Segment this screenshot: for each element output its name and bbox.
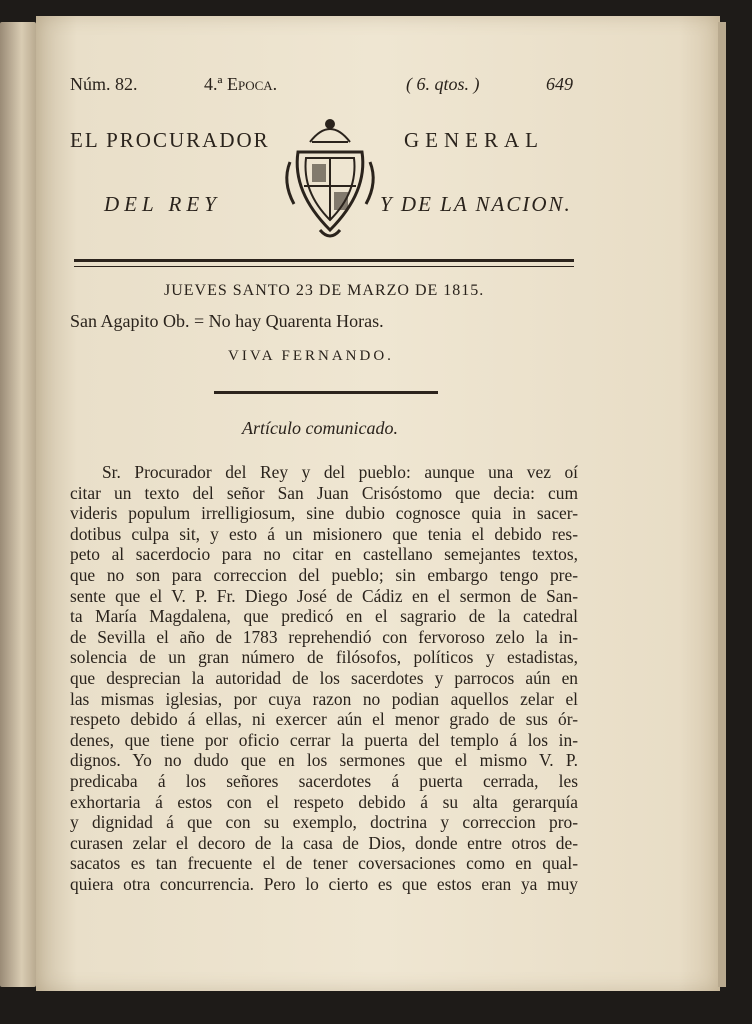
masthead-line1-right: GENERAL <box>404 128 544 152</box>
masthead-line1-left: EL PROCURADOR <box>70 128 270 152</box>
page-number: 649 <box>546 74 573 94</box>
body-line: Sr. Procurador del Rey y del pueblo: aunque una vez oí <box>102 462 578 482</box>
body-line: predicaba á los señores sacerdotes á puerta cerrada, les <box>70 770 578 791</box>
royal-crest-icon <box>280 112 380 244</box>
body-line: respeto debido á ellas, ni exercer aún el menor grado de sus ór- <box>70 709 578 730</box>
body-line: dotibus culpa sit, y esto á un misionero que tenia el debido res- <box>70 523 578 544</box>
body-line: quiera otra concurrencia. Pero lo cierto es que estos eran ya muy <box>70 873 578 894</box>
body-line: de Sevilla el año de 1783 reprehendió con fervoroso zelo la in- <box>70 626 578 647</box>
body-line: sacatos es tan frecuente el de tener coversaciones como en qual- <box>70 853 578 874</box>
body-line: dignos. Yo no dudo que en los sermones que el mismo V. P. <box>70 750 578 771</box>
masthead-rule-thin <box>74 266 574 267</box>
body-line: sente que el V. P. Fr. Diego José de Cádiz en el sermon de San- <box>70 585 578 606</box>
body-line: citar un texto del señor San Juan Crisóstomo que decia: cum <box>70 482 578 503</box>
quires-label: ( 6. qtos. ) <box>406 74 480 94</box>
section-title: Artículo comunicado. <box>242 418 398 438</box>
facing-page-edge <box>0 22 36 987</box>
body-line: peto al sacerdocio para no citar en castellano semejantes textos, <box>70 544 578 565</box>
body-line: y dignidad á que con su exemplo, doctrina y correccion pro- <box>70 812 578 833</box>
section-rule <box>214 391 438 394</box>
page-edge <box>718 22 726 987</box>
body-line: videris populum irrelligiosum, sine dubio cognosce quia in sacer- <box>70 503 578 524</box>
body-line: solencia de un gran número de filósofos, políticos y estadistas, <box>70 647 578 668</box>
body-line: que no son para correccion del pueblo; sin embargo tengo pre- <box>70 564 578 585</box>
masthead-rule <box>74 259 574 262</box>
body-line: curasen zelar el decoro de la casa de Dios, donde entre otros de- <box>70 832 578 853</box>
masthead-line2-right: Y DE LA NACION. <box>380 192 572 216</box>
body-line: ta María Magdalena, que predicó en el sagrario de la catedral <box>70 606 578 627</box>
body-line: que desprecian la autoridad de los sacerdotes y parrocos aún en <box>70 667 578 688</box>
body-line: exhortaria á estos con el respeto debido á su alta gerarquía <box>70 791 578 812</box>
dateline: JUEVES SANTO 23 DE MARZO DE 1815. <box>164 282 485 299</box>
article-body <box>70 462 578 894</box>
motto: VIVA FERNANDO. <box>228 348 394 364</box>
issue-number: Núm. 82. <box>70 74 138 94</box>
body-line: las mismas iglesias, por cuya razon no podian aquellos zelar el <box>70 688 578 709</box>
saint-line: San Agapito Ob. = No hay Quarenta Horas. <box>70 311 384 331</box>
masthead-line2-left: DEL REY <box>104 192 221 216</box>
body-line: denes, que tiene por oficio cerrar la puerta del templo á los in- <box>70 729 578 750</box>
epoch-label: 4.ª Epoca. <box>204 74 278 94</box>
